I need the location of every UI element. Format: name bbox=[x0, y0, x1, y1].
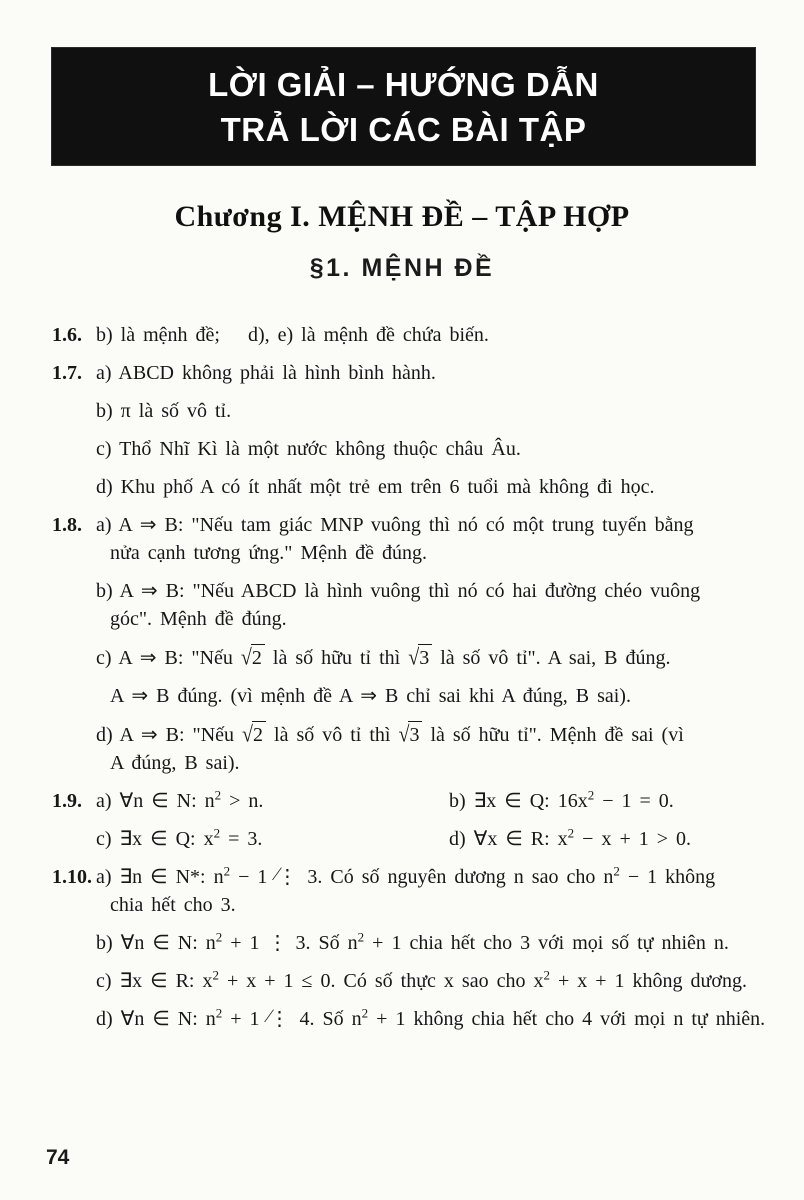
superscript: 2 bbox=[613, 863, 620, 879]
exercise-text: c) ∃x ∈ R: $x^2 + x + 1 \le 0$. Có số thực x sao cho $x^2 + x + 1$ không dương. bbox=[96, 967, 747, 992]
exercise-number: 1.8. bbox=[52, 514, 82, 536]
not-divisible-symbol: ⋮ ∕ bbox=[277, 864, 297, 890]
exercise-text: nửa cạnh tương ứng." Mệnh đề đúng. bbox=[110, 542, 427, 564]
exercise-text: b) A ⇒ B: "Nếu ABCD là hình vuông thì nó có hai đường chéo vuông bbox=[96, 580, 701, 602]
exercise-line bbox=[52, 360, 762, 386]
exercise-line bbox=[52, 474, 762, 500]
banner-line2: TRẢ LỜI CÁC BÀI TẬP bbox=[220, 110, 587, 148]
exercise-line bbox=[52, 721, 762, 748]
superscript: 2 bbox=[214, 787, 222, 803]
solutions-banner bbox=[51, 47, 756, 166]
superscript: 2 bbox=[357, 929, 365, 945]
exercise-number: 1.9. bbox=[52, 790, 82, 812]
exercise-text: a) A ⇒ B: "Nếu tam giác MNP vuông thì nó có một trung tuyến bằng bbox=[96, 514, 694, 536]
superscript: 2 bbox=[543, 967, 550, 983]
exercise-column-left: c) ∃x ∈ Q: $x^2 = 3$. bbox=[96, 825, 263, 850]
exercise-column-right: b) ∃x ∈ Q: $16x^2 - 1 = 0$. bbox=[449, 787, 674, 812]
exercise-line bbox=[52, 436, 762, 462]
superscript: 2 bbox=[215, 929, 223, 945]
exercise-line bbox=[52, 826, 762, 852]
superscript: 2 bbox=[212, 967, 219, 983]
exercise-line bbox=[52, 512, 762, 538]
exercise-text: b) ∀n ∈ N: $n^2 + 1$ ⋮ 3. Số $n^2 + 1$ chia hết cho 3 với mọi số tự nhiên n. bbox=[96, 929, 729, 954]
sqrt-symbol: √2 bbox=[241, 644, 265, 671]
exercise-line bbox=[52, 750, 762, 776]
exercise-text: d) ∀n ∈ N: $n^2 + 1$ ⋮ ∕ 4. Số $n^2 + 1$ không chia hết cho 4 với mọi n tự nhiên. bbox=[96, 1008, 765, 1030]
exercise-text: A ⇒ B đúng. (vì mệnh đề A ⇒ B chỉ sai khi A đúng, B sai). bbox=[110, 685, 631, 707]
exercise-line bbox=[52, 788, 762, 814]
sqrt-symbol: √3 bbox=[398, 721, 422, 748]
exercise-text: A đúng, B sai). bbox=[110, 752, 240, 774]
exercise-line bbox=[52, 606, 762, 632]
exercise-line bbox=[52, 683, 762, 709]
exercise-line bbox=[52, 968, 762, 994]
exercise-text: góc". Mệnh đề đúng. bbox=[110, 608, 287, 630]
exercise-text: d) A ⇒ B: "Nếu √2 là số vô tỉ thì √3 là số hữu tỉ". Mệnh đề sai (vì bbox=[96, 722, 684, 748]
exercise-text: b) là mệnh đề; d), e) là mệnh đề chứa biến. bbox=[96, 324, 489, 346]
exercise-text: chia hết cho 3. bbox=[110, 894, 236, 916]
exercise-text: c) A ⇒ B: "Nếu √2 là số hữu tỉ thì √3 là số vô tỉ". A sai, B đúng. bbox=[96, 645, 671, 671]
exercise-text: d) Khu phố A có ít nhất một trẻ em trên 6 tuổi mà không đi học. bbox=[96, 476, 655, 498]
exercise-line bbox=[52, 892, 762, 918]
superscript: 2 bbox=[361, 1005, 369, 1021]
exercise-text: b) π là số vô tỉ. bbox=[96, 400, 232, 422]
chapter-title: Chương I. MỆNH ĐỀ – TẬP HỢP bbox=[174, 200, 630, 233]
exercise-line bbox=[52, 398, 762, 424]
superscript: 2 bbox=[223, 863, 231, 879]
exercise-line bbox=[52, 930, 762, 956]
sqrt-symbol: √2 bbox=[242, 721, 266, 748]
superscript: 2 bbox=[567, 825, 575, 841]
superscript: 2 bbox=[215, 1005, 223, 1021]
solutions-content bbox=[52, 322, 766, 1044]
superscript: 2 bbox=[587, 787, 595, 803]
section-title: §1. MỆNH ĐỀ bbox=[309, 254, 495, 282]
exercise-line bbox=[52, 864, 762, 890]
exercise-text: c) Thổ Nhĩ Kì là một nước không thuộc châu Âu. bbox=[96, 438, 521, 460]
exercise-number: 1.6. bbox=[52, 324, 82, 346]
exercise-line bbox=[52, 540, 762, 566]
banner-line1: LỜI GIẢI – HƯỚNG DẪN bbox=[208, 65, 599, 103]
exercise-line bbox=[52, 644, 762, 671]
exercise-text: a) ∃n ∈ N*: $n^2 - 1$ ⋮ ∕ 3. Có số nguyên dương n sao cho $n^2 - 1$ không bbox=[96, 866, 715, 888]
exercise-number: 1.7. bbox=[52, 362, 82, 384]
superscript: 2 bbox=[213, 825, 221, 841]
sqrt-symbol: √3 bbox=[408, 644, 432, 671]
exercise-line bbox=[52, 578, 762, 604]
page-number: 74 bbox=[46, 1146, 70, 1169]
exercise-column-right: d) ∀x ∈ R: $x^2 - x + 1 > 0$. bbox=[449, 825, 692, 850]
exercise-line bbox=[52, 1005, 766, 1032]
not-divisible-symbol: ⋮ ∕ bbox=[270, 1006, 290, 1032]
exercise-line bbox=[52, 322, 762, 348]
exercise-text: a) ABCD không phải là hình bình hành. bbox=[96, 362, 436, 384]
exercise-number: 1.10. bbox=[52, 866, 92, 888]
exercise-column-left: a) ∀n ∈ N: $n^2 > n$. bbox=[96, 787, 264, 812]
